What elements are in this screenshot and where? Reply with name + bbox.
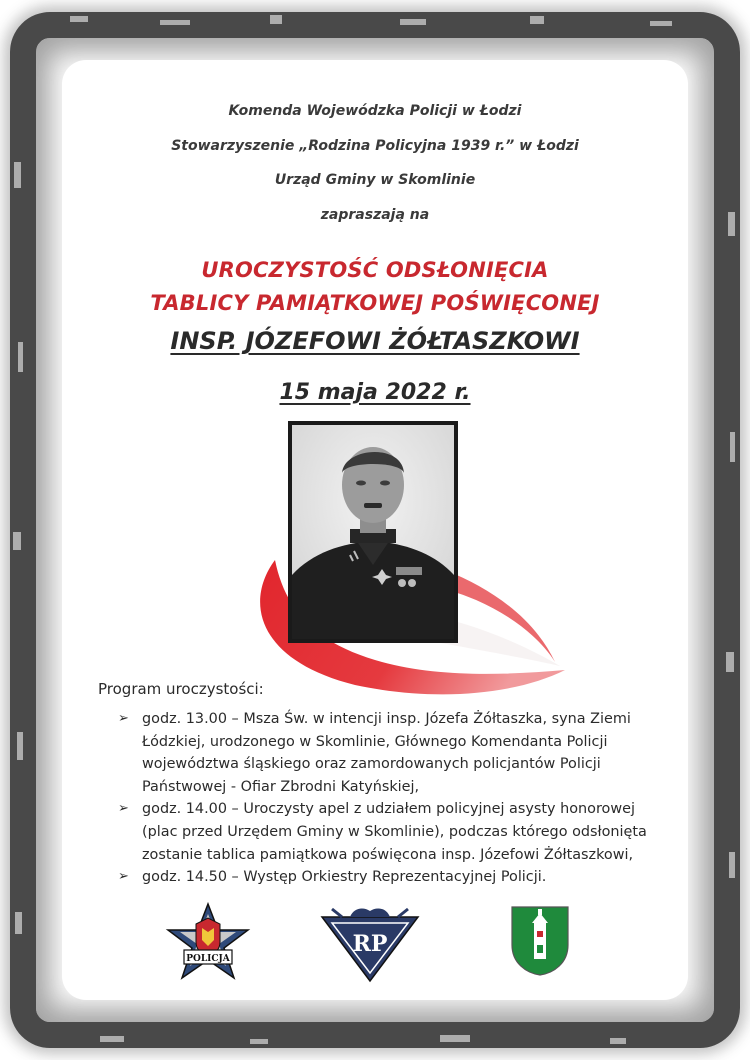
title-line-2: TABLICY PAMIĄTKOWEJ POŚWIĘCONEJ: [150, 291, 600, 315]
program-list: [118, 708, 658, 889]
skomlin-coat-of-arms-logo: [510, 905, 570, 977]
program-item: [118, 866, 658, 889]
rp-logo-text: RP: [352, 931, 388, 957]
invite-text: zapraszają na: [320, 207, 430, 223]
portrait-photo: [292, 425, 454, 639]
police-logo-text: POLICJA: [186, 954, 230, 964]
program-item-text: godz. 13.00 – Msza Św. w intencji insp. Józefa Żółtaszka, syna Ziemi Łódzkiej, urodzonego w Skomlinie, Głównego Komendanta Policji województwa śląskiego oraz zamordowanych policjantów Policji Państwowej - Ofiar Zbrodni Katyńskiej,: [142, 711, 631, 795]
title-line-1: UROCZYSTOŚĆ ODSŁONIĘCIA: [201, 258, 549, 282]
program-item-text: godz. 14.50 – Występ Orkiestry Reprezentacyjnej Policji.: [142, 869, 547, 886]
title-honoree: INSP. JÓZEFOWI ŻÓŁTASZKOWI: [170, 327, 580, 355]
organizer-line-2: Stowarzyszenie „Rodzina Policyjna 1939 r.” w Łodzi: [171, 138, 579, 154]
program-item: [118, 798, 658, 866]
event-date: 15 maja 2022 r.: [279, 380, 471, 405]
organizer-line-3: Urząd Gminy w Skomlinie: [274, 172, 476, 188]
arrow-bullet-icon: ➢: [118, 711, 129, 726]
portrait-frame: [288, 421, 458, 643]
program-heading: Program uroczystości:: [98, 680, 264, 698]
organizer-line-1: Komenda Wojewódzka Policji w Łodzi: [228, 103, 522, 119]
program-item: [118, 708, 658, 798]
arrow-bullet-icon: ➢: [118, 869, 129, 885]
police-star-logo: [160, 902, 256, 986]
arrow-bullet-icon: ➢: [118, 801, 129, 817]
program-item-text: godz. 14.00 – Uroczysty apel z udziałem policyjnej asysty honorowej (plac przed Urzędem Gminy w Skomlinie), podczas którego odsłonięta zostanie tablica pamiątkowa poświęcona insp. Józefowi Żółtaszkowi,: [142, 801, 647, 863]
rp-shield-logo: [320, 907, 420, 983]
